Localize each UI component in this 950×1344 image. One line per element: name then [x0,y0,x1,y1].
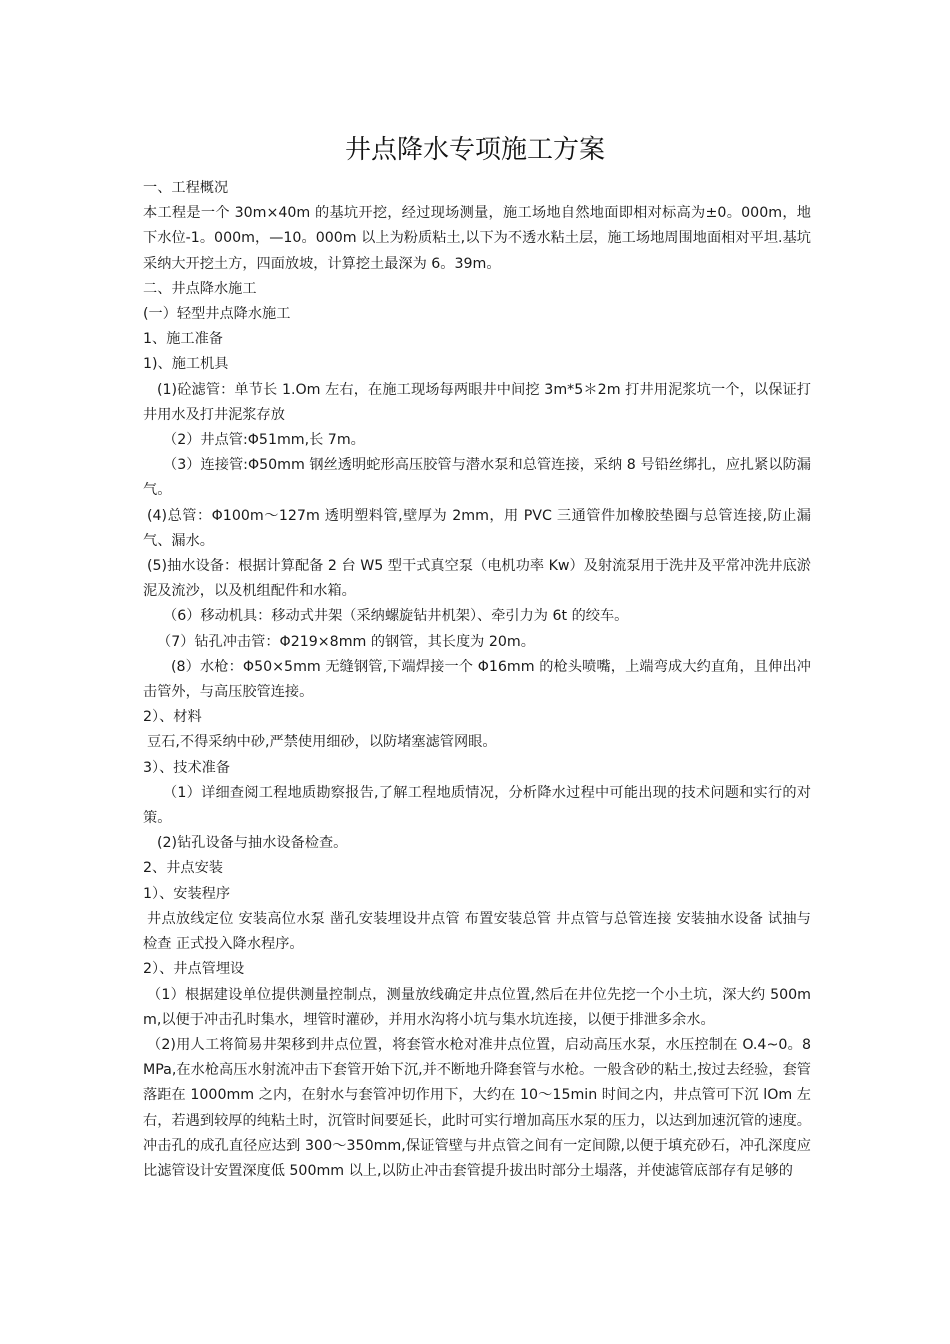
list-item: (8）水枪：Φ50×5mm 无缝钢管,下端焊接一个 Φ16mm 的枪头喷嘴，上端弯成大约直角，且伸出冲击管外，与高压胶管连接。 [143,658,811,701]
list-item: （6）移动机具：移动式井架（采纳螺旋钻井机架）、牵引力为 6t 的绞车。 [163,608,629,625]
subsection-heading: 3）、技术准备 [143,759,231,776]
section-heading: 二、井点降水施工 [143,280,257,297]
list-item: （7）钻孔冲击管：Φ219×8mm 的钢管，其长度为 20m。 [157,633,535,650]
document-title: 井点降水专项施工方案 [344,135,605,165]
subsection-heading: (一）轻型井点降水施工 [143,306,291,323]
list-item: （2)用人工将简易井架移到井点位置，将套管水枪对准井点位置，启动高压水泵，水压控制在 O.4~0。8MPa,在水枪高压水射流冲击下套管开始下沉,并不断地升降套管与水枪。一般含砂的粘土,按过去经验，套管落距在 1000mm 之内，在射水与套管冲切作用下，大约在 10～15min 时间之内，井点管可下沉 lOm 左右，若遇到较厚的纯粘土时，沉管时间要延长，此时可实行增加高压水泵的压力，以达到加速沉管的速度。冲击孔的成孔直径应达到 300～350mm,保证管壁与井点管之间有一定间隙,以便于填充砂石，冲孔深度应比滤管设计安置深度低 500mm 以上,以防止冲击套管提升拔出时部分土塌落，并使滤管底部存有足够的 [143,1036,811,1179]
body-paragraph: 本工程是一个 30m×40m 的基坑开挖，经过现场测量，施工场地自然地面即相对标高为±0。000m，地下水位-1。000m，—10。000m 以上为粉质粘土,以下为不透水粘土层，施工场地周围地面相对平坦.基坑采纳大开挖土方，四面放坡，计算挖土最深为 6。39m。 [143,205,811,272]
body-paragraph: 井点放线定位 安装高位水泵 凿孔安装埋设井点管 布置安装总管 井点管与总管连接 安装抽水设备 试抽与检查 正式投入降水程序。 [143,910,811,953]
list-item: （1）根据建设单位提供测量控制点，测量放线确定井点位置,然后在井位先挖一个小土坑，深大约 500mm,以便于冲击孔时集水，埋管时灌砂，并用水沟将小坑与集水坑连接，以便于排泄多余水。 [143,986,811,1028]
body-paragraph: 豆石,不得采纳中砂,严禁使用细砂，以防堵塞滤管网眼。 [147,734,497,751]
list-item: （3）连接管:Φ50mm 钢丝透明蛇形高压胶管与潜水泵和总管连接，采纳 8 号铅丝绑扎，应扎紧以防漏气。 [143,457,811,499]
list-item: (4)总管：Φ100m～127m 透明塑料管,壁厚为 2mm，用 PVC 三通管件加橡胶垫圈与总管连接,防止漏气、漏水。 [143,507,811,549]
subsection-heading: 2）、材料 [143,709,202,726]
subsection-heading: 1)、施工机具 [143,356,229,373]
subsection-heading: 2、井点安装 [143,860,223,877]
subsection-heading: 2）、井点管埋设 [143,961,245,978]
list-item: (1)砼滤管：单节长 1.Om 左右，在施工现场每两眼井中间挖 3m*5＊2m 打井用泥浆坑一个，以保证打井用水及打井泥浆存放 [143,381,811,423]
list-item: (5)抽水设备：根据计算配备 2 台 W5 型干式真空泵（电机功率 Kw）及射流泵用于洗井及平常冲洗井底淤泥及流沙，以及机组配件和水箱。 [143,558,811,600]
subsection-heading: 1）、安装程序 [143,885,231,902]
subsection-heading: 1、施工准备 [143,331,223,348]
list-item: （1）详细查阅工程地质勘察报告,了解工程地质情况，分析降水过程中可能出现的技术问题和实行的对策。 [143,784,811,827]
document-body [143,176,811,1184]
list-item: （2）井点管:Φ51mm,长 7m。 [163,432,365,449]
list-item: (2)钻孔设备与抽水设备检查。 [157,835,348,852]
section-heading: 一、工程概况 [143,180,229,196]
